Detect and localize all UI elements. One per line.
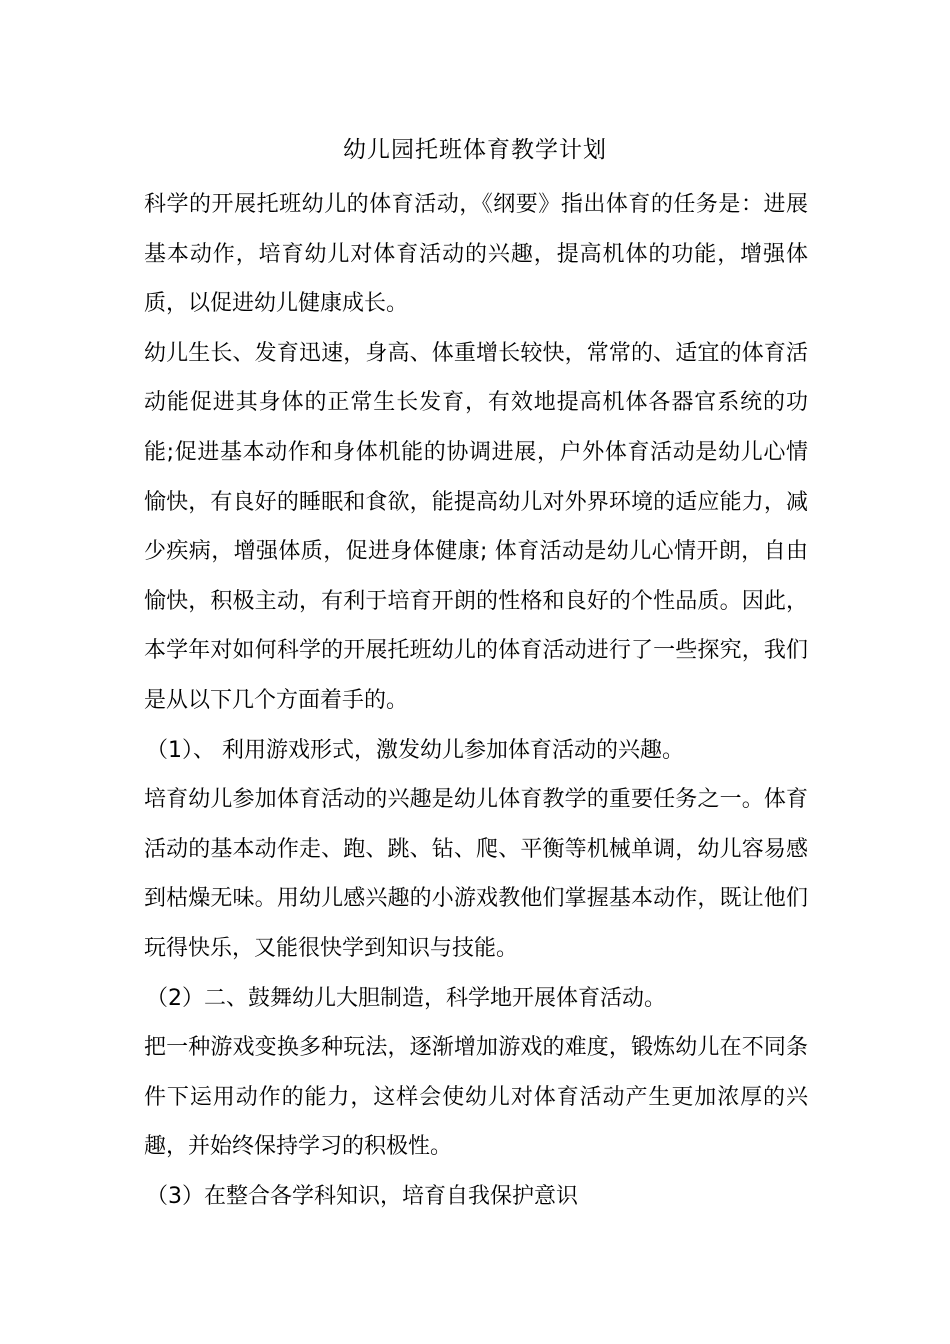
paragraph-section-2: 把一种游戏变换多种玩法，逐渐增加游戏的难度，锻炼幼儿在不同条件下运用动作的能力，这样会使幼儿对体育活动产生更加浓厚的兴趣，并始终保持学习的积极性。: [144, 1035, 808, 1160]
document-title: 幼儿园托班体育教学计划: [343, 137, 607, 163]
section-heading-3: （3）在整合各学科知识，培育自我保护意识: [146, 1183, 578, 1209]
document-body: [144, 180, 808, 1221]
section-heading-2: （2）二、鼓舞幼儿大胆制造，科学地开展体育活动。: [146, 985, 666, 1011]
paragraph-development: 幼儿生长、发育迅速，身高、体重增长较快，常常的、适宜的体育活动能促进其身体的正常生长发育，有效地提高机体各器官系统的功能;促进基本动作和身体机能的协调进展，户外体育活动是幼儿心情愉快，有良好的睡眠和食欲，能提高幼儿对外界环境的适应能力，减少疾病，增强体质，促进身体健康; 体育活动是幼儿心情开朗，自由愉快，积极主动，有利于培育开朗的性格和良好的个性品质。因此，本学年对如何科学的开展托班幼儿的体育活动进行了一些探究，我们是从以下几个方面着手的。: [144, 340, 808, 713]
paragraph-intro: 科学的开展托班幼儿的体育活动，《纲要》指出体育的任务是：进展基本动作，培育幼儿对体育活动的兴趣，提高机体的功能，增强体质，以促进幼儿健康成长。: [144, 192, 808, 317]
section-heading-1: （1）、 利用游戏形式，激发幼儿参加体育活动的兴趣。: [146, 737, 684, 763]
paragraph-section-1: 培育幼儿参加体育活动的兴趣是幼儿体育教学的重要任务之一。体育活动的基本动作走、跑、跳、钻、爬、平衡等机械单调，幼儿容易感到枯燥无味。用幼儿感兴趣的小游戏教他们掌握基本动作，既让他们玩得快乐，又能很快学到知识与技能。: [144, 787, 808, 961]
